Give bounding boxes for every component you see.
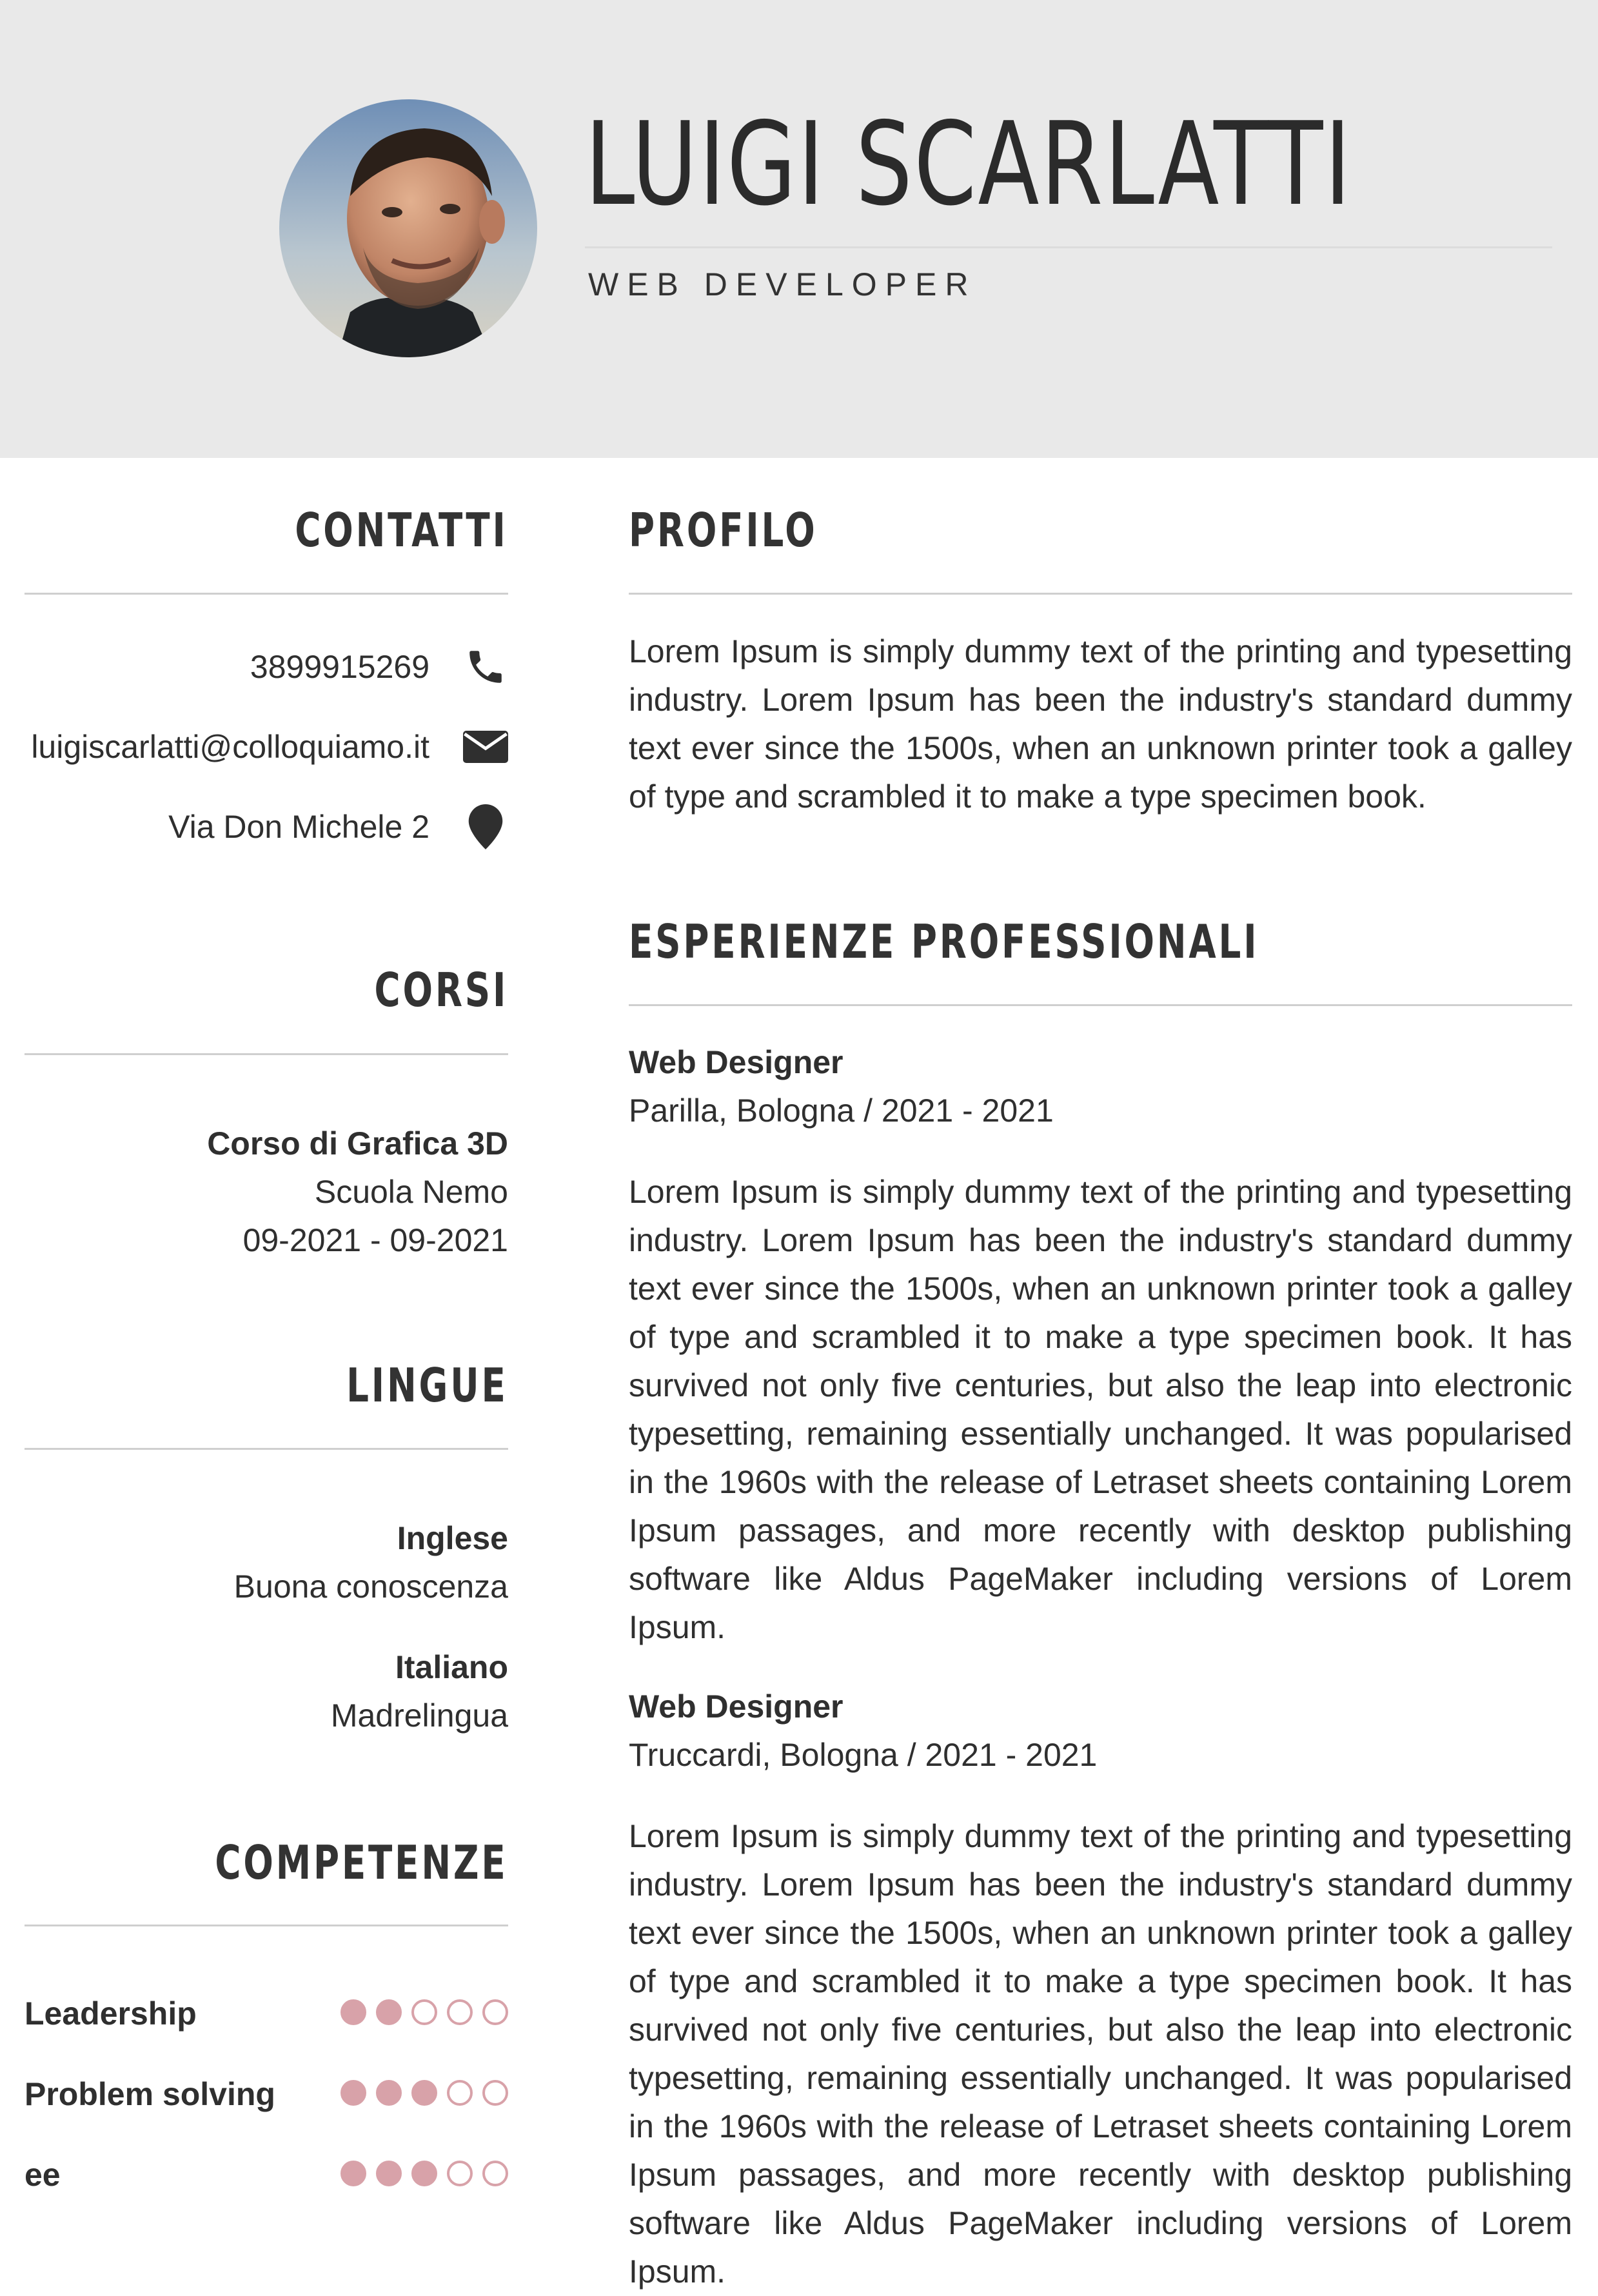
- address-text: Via Don Michele 2: [168, 808, 429, 845]
- languages-divider: [25, 1448, 508, 1450]
- rating-dot-filled: [340, 1999, 366, 2025]
- rating-dot-filled: [340, 2161, 366, 2186]
- job-description: Lorem Ipsum is simply dummy text of the printing and typesetting industry. Lorem Ipsum has been the industry's standard dummy text ever since the 1500s, when an unknown printer took a galley of type and scrambled it to make a type specimen book. It has survived not only five centuries, but also the leap into electronic typesetting, remaining essentially unchanged. It was popularised in the 1960s with the release of Letraset sheets containing Lorem Ipsum passages, and more recently with desktop publishing software like Aldus PageMaker including versions of Lorem Ipsum.: [629, 1174, 1572, 1645]
- envelope-icon: [463, 724, 508, 769]
- skill-rating: [340, 2080, 508, 2106]
- contacts-title: CONTATTI: [295, 503, 508, 557]
- rating-dot-empty: [447, 2161, 473, 2186]
- profile-text: Lorem Ipsum is simply dummy text of the printing and typesetting industry. Lorem Ipsum has been the industry's standard dummy text ever since the 1500s, when an unknown printer took a galley of type and scrambled it to make a type specimen book.: [629, 633, 1572, 815]
- profile-divider: [629, 593, 1572, 595]
- rating-dot-filled: [411, 2080, 437, 2106]
- header-divider: [585, 246, 1552, 248]
- person-name: LUIGI SCARLATTI: [585, 97, 1353, 231]
- courses-title: CORSI: [374, 963, 508, 1017]
- course-name: Corso di Grafica 3D: [207, 1125, 508, 1162]
- language-level: Buona conoscenza: [233, 1569, 508, 1605]
- rating-dot-filled: [340, 2080, 366, 2106]
- contact-email: [31, 721, 508, 773]
- job-role-title: Web Designer: [629, 1044, 843, 1080]
- rating-dot-empty: [482, 1999, 508, 2025]
- avatar: [279, 99, 537, 357]
- skill-label: Problem solving: [25, 2076, 275, 2112]
- rating-dot-empty: [411, 1999, 437, 2025]
- rating-dot-empty: [482, 2161, 508, 2186]
- rating-dot-filled: [376, 2161, 402, 2186]
- skill-label: Leadership: [25, 1995, 197, 2032]
- language-name: Italiano: [395, 1649, 508, 1685]
- job-company: Truccardi, Bologna / 2021 - 2021: [629, 1737, 1098, 1773]
- map-pin-icon: [463, 804, 508, 849]
- courses-divider: [25, 1053, 508, 1055]
- skill-rating: [340, 1999, 508, 2025]
- skill-rating: [340, 2161, 508, 2186]
- phone-text[interactable]: 3899915269: [250, 648, 429, 685]
- avatar-photo: [279, 99, 537, 357]
- course-dates: 09-2021 - 09-2021: [242, 1222, 508, 1258]
- phone-icon: [463, 644, 508, 689]
- contact-address: [168, 801, 508, 853]
- rating-dot-filled: [376, 1999, 402, 2025]
- skills-title: COMPETENZE: [215, 1836, 508, 1890]
- skills-divider: [25, 1925, 508, 1926]
- experience-title: ESPERIENZE PROFESSIONALI: [629, 915, 1259, 969]
- job-role-title: Web Designer: [629, 1688, 843, 1725]
- contacts-divider: [25, 593, 508, 595]
- rating-dot-filled: [411, 2161, 437, 2186]
- language-level: Madrelingua: [330, 1697, 508, 1734]
- course-school: Scuola Nemo: [314, 1174, 508, 1210]
- profile-title: PROFILO: [629, 503, 818, 557]
- rating-dot-empty: [482, 2080, 508, 2106]
- job-role: WEB DEVELOPER: [588, 266, 977, 302]
- job-company: Parilla, Bologna / 2021 - 2021: [629, 1093, 1054, 1129]
- email-text[interactable]: luigiscarlatti@colloquiamo.it: [31, 728, 429, 765]
- experience-divider: [629, 1004, 1572, 1006]
- header-band: [0, 0, 1598, 458]
- rating-dot-empty: [447, 1999, 473, 2025]
- skill-label: ee: [25, 2157, 61, 2193]
- contact-phone: [250, 641, 508, 693]
- job-description: Lorem Ipsum is simply dummy text of the printing and typesetting industry. Lorem Ipsum has been the industry's standard dummy text ever since the 1500s, when an unknown printer took a galley of type and scrambled it to make a type specimen book. It has survived not only five centuries, but also the leap into electronic typesetting, remaining essentially unchanged. It was popularised in the 1960s with the release of Letraset sheets containing Lorem Ipsum passages, and more recently with desktop publishing software like Aldus PageMaker including versions of Lorem Ipsum.: [629, 1818, 1572, 2290]
- rating-dot-filled: [376, 2080, 402, 2106]
- languages-title: LINGUE: [346, 1358, 508, 1412]
- language-name: Inglese: [397, 1520, 508, 1556]
- rating-dot-empty: [447, 2080, 473, 2106]
